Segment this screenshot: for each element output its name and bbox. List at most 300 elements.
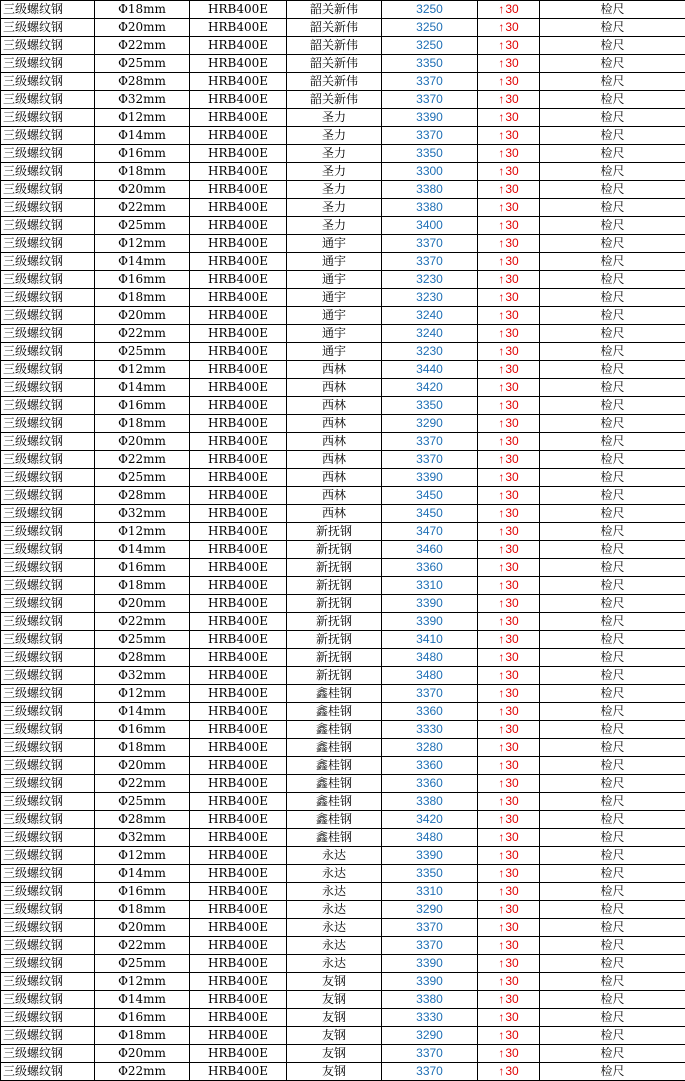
grade-cell: HRB400E bbox=[190, 577, 287, 595]
spec-cell: Φ22mm bbox=[95, 775, 190, 793]
weighing-cell: 检尺 bbox=[540, 811, 685, 829]
mill-cell: 韶关新伟 bbox=[287, 73, 382, 91]
change-value: 30 bbox=[505, 956, 519, 970]
table-row bbox=[1, 577, 685, 595]
change-cell bbox=[478, 793, 540, 811]
grade-cell: HRB400E bbox=[190, 883, 287, 901]
change-cell bbox=[478, 289, 540, 307]
spec-cell: Φ22mm bbox=[95, 199, 190, 217]
product-cell: 三级螺纹钢 bbox=[1, 1009, 95, 1027]
change-value: 30 bbox=[505, 596, 519, 610]
grade-cell: HRB400E bbox=[190, 415, 287, 433]
change-value: 30 bbox=[505, 614, 519, 628]
change-value: 30 bbox=[505, 272, 519, 286]
up-arrow-icon: ↑ bbox=[498, 1028, 505, 1042]
change-cell bbox=[478, 469, 540, 487]
spec-cell: Φ12mm bbox=[95, 109, 190, 127]
mill-cell: 西林 bbox=[287, 379, 382, 397]
price-cell: 3230 bbox=[382, 343, 478, 361]
product-cell: 三级螺纹钢 bbox=[1, 649, 95, 667]
product-cell: 三级螺纹钢 bbox=[1, 1045, 95, 1063]
product-cell: 三级螺纹钢 bbox=[1, 361, 95, 379]
weighing-cell: 检尺 bbox=[540, 667, 685, 685]
price-cell: 3390 bbox=[382, 109, 478, 127]
change-value: 30 bbox=[505, 254, 519, 268]
table-row bbox=[1, 775, 685, 793]
change-value: 30 bbox=[505, 380, 519, 394]
price-cell: 3370 bbox=[382, 73, 478, 91]
grade-cell: HRB400E bbox=[190, 613, 287, 631]
mill-cell: 西林 bbox=[287, 505, 382, 523]
up-arrow-icon: ↑ bbox=[498, 452, 505, 466]
mill-cell: 鑫桂钢 bbox=[287, 829, 382, 847]
up-arrow-icon: ↑ bbox=[498, 668, 505, 682]
product-cell: 三级螺纹钢 bbox=[1, 901, 95, 919]
up-arrow-icon: ↑ bbox=[498, 524, 505, 538]
spec-cell: Φ14mm bbox=[95, 253, 190, 271]
up-arrow-icon: ↑ bbox=[498, 488, 505, 502]
price-cell: 3240 bbox=[382, 307, 478, 325]
price-cell: 3290 bbox=[382, 901, 478, 919]
product-cell: 三级螺纹钢 bbox=[1, 469, 95, 487]
table-row bbox=[1, 397, 685, 415]
up-arrow-icon: ↑ bbox=[498, 848, 505, 862]
table-row bbox=[1, 289, 685, 307]
product-cell: 三级螺纹钢 bbox=[1, 1027, 95, 1045]
grade-cell: HRB400E bbox=[190, 1063, 287, 1081]
grade-cell: HRB400E bbox=[190, 163, 287, 181]
product-cell: 三级螺纹钢 bbox=[1, 667, 95, 685]
up-arrow-icon: ↑ bbox=[498, 722, 505, 736]
price-cell: 3370 bbox=[382, 235, 478, 253]
product-cell: 三级螺纹钢 bbox=[1, 721, 95, 739]
spec-cell: Φ14mm bbox=[95, 541, 190, 559]
weighing-cell: 检尺 bbox=[540, 379, 685, 397]
change-cell bbox=[478, 433, 540, 451]
change-cell bbox=[478, 829, 540, 847]
weighing-cell: 检尺 bbox=[540, 469, 685, 487]
product-cell: 三级螺纹钢 bbox=[1, 757, 95, 775]
product-cell: 三级螺纹钢 bbox=[1, 523, 95, 541]
price-cell: 3370 bbox=[382, 1063, 478, 1081]
spec-cell: Φ16mm bbox=[95, 397, 190, 415]
grade-cell: HRB400E bbox=[190, 109, 287, 127]
price-cell: 3370 bbox=[382, 91, 478, 109]
up-arrow-icon: ↑ bbox=[498, 578, 505, 592]
grade-cell: HRB400E bbox=[190, 217, 287, 235]
table-row bbox=[1, 433, 685, 451]
spec-cell: Φ20mm bbox=[95, 181, 190, 199]
spec-cell: Φ32mm bbox=[95, 91, 190, 109]
price-cell: 3390 bbox=[382, 595, 478, 613]
change-cell bbox=[478, 523, 540, 541]
mill-cell: 新抚钢 bbox=[287, 523, 382, 541]
grade-cell: HRB400E bbox=[190, 757, 287, 775]
product-cell: 三级螺纹钢 bbox=[1, 55, 95, 73]
change-cell bbox=[478, 613, 540, 631]
price-cell: 3230 bbox=[382, 289, 478, 307]
price-cell: 3400 bbox=[382, 217, 478, 235]
product-cell: 三级螺纹钢 bbox=[1, 955, 95, 973]
mill-cell: 韶关新伟 bbox=[287, 91, 382, 109]
up-arrow-icon: ↑ bbox=[498, 20, 505, 34]
mill-cell: 友钢 bbox=[287, 1009, 382, 1027]
up-arrow-icon: ↑ bbox=[498, 38, 505, 52]
weighing-cell: 检尺 bbox=[540, 415, 685, 433]
mill-cell: 通宇 bbox=[287, 343, 382, 361]
grade-cell: HRB400E bbox=[190, 559, 287, 577]
change-cell bbox=[478, 631, 540, 649]
spec-cell: Φ22mm bbox=[95, 451, 190, 469]
mill-cell: 通宇 bbox=[287, 307, 382, 325]
product-cell: 三级螺纹钢 bbox=[1, 19, 95, 37]
table-row bbox=[1, 253, 685, 271]
product-cell: 三级螺纹钢 bbox=[1, 199, 95, 217]
product-cell: 三级螺纹钢 bbox=[1, 433, 95, 451]
up-arrow-icon: ↑ bbox=[498, 326, 505, 340]
grade-cell: HRB400E bbox=[190, 793, 287, 811]
change-value: 30 bbox=[505, 218, 519, 232]
price-cell: 3410 bbox=[382, 631, 478, 649]
mill-cell: 新抚钢 bbox=[287, 613, 382, 631]
change-value: 30 bbox=[505, 326, 519, 340]
table-row bbox=[1, 649, 685, 667]
weighing-cell: 检尺 bbox=[540, 991, 685, 1009]
change-cell bbox=[478, 109, 540, 127]
spec-cell: Φ14mm bbox=[95, 379, 190, 397]
mill-cell: 新抚钢 bbox=[287, 595, 382, 613]
mill-cell: 西林 bbox=[287, 433, 382, 451]
mill-cell: 韶关新伟 bbox=[287, 37, 382, 55]
change-value: 30 bbox=[505, 686, 519, 700]
up-arrow-icon: ↑ bbox=[498, 974, 505, 988]
price-cell: 3350 bbox=[382, 397, 478, 415]
up-arrow-icon: ↑ bbox=[498, 164, 505, 178]
change-value: 30 bbox=[505, 38, 519, 52]
weighing-cell: 检尺 bbox=[540, 397, 685, 415]
product-cell: 三级螺纹钢 bbox=[1, 127, 95, 145]
grade-cell: HRB400E bbox=[190, 739, 287, 757]
up-arrow-icon: ↑ bbox=[498, 506, 505, 520]
price-cell: 3360 bbox=[382, 703, 478, 721]
table-row bbox=[1, 991, 685, 1009]
change-value: 30 bbox=[505, 74, 519, 88]
spec-cell: Φ12mm bbox=[95, 847, 190, 865]
product-cell: 三级螺纹钢 bbox=[1, 307, 95, 325]
spec-cell: Φ22mm bbox=[95, 1063, 190, 1081]
price-cell: 3390 bbox=[382, 847, 478, 865]
weighing-cell: 检尺 bbox=[540, 307, 685, 325]
change-cell bbox=[478, 955, 540, 973]
change-value: 30 bbox=[505, 848, 519, 862]
grade-cell: HRB400E bbox=[190, 541, 287, 559]
product-cell: 三级螺纹钢 bbox=[1, 793, 95, 811]
mill-cell: 永达 bbox=[287, 865, 382, 883]
change-value: 30 bbox=[505, 398, 519, 412]
product-cell: 三级螺纹钢 bbox=[1, 415, 95, 433]
mill-cell: 西林 bbox=[287, 361, 382, 379]
change-value: 30 bbox=[505, 542, 519, 556]
product-cell: 三级螺纹钢 bbox=[1, 631, 95, 649]
weighing-cell: 检尺 bbox=[540, 325, 685, 343]
price-cell: 3330 bbox=[382, 1009, 478, 1027]
mill-cell: 永达 bbox=[287, 955, 382, 973]
change-cell bbox=[478, 847, 540, 865]
table-row bbox=[1, 73, 685, 91]
up-arrow-icon: ↑ bbox=[498, 1010, 505, 1024]
mill-cell: 西林 bbox=[287, 487, 382, 505]
spec-cell: Φ16mm bbox=[95, 1009, 190, 1027]
table-row bbox=[1, 613, 685, 631]
change-cell bbox=[478, 19, 540, 37]
weighing-cell: 检尺 bbox=[540, 55, 685, 73]
price-cell: 3240 bbox=[382, 325, 478, 343]
change-value: 30 bbox=[505, 128, 519, 142]
up-arrow-icon: ↑ bbox=[498, 686, 505, 700]
table-row bbox=[1, 955, 685, 973]
up-arrow-icon: ↑ bbox=[498, 128, 505, 142]
table-row bbox=[1, 415, 685, 433]
product-cell: 三级螺纹钢 bbox=[1, 1063, 95, 1081]
grade-cell: HRB400E bbox=[190, 325, 287, 343]
price-cell: 3370 bbox=[382, 937, 478, 955]
spec-cell: Φ25mm bbox=[95, 469, 190, 487]
weighing-cell: 检尺 bbox=[540, 937, 685, 955]
spec-cell: Φ20mm bbox=[95, 19, 190, 37]
grade-cell: HRB400E bbox=[190, 649, 287, 667]
product-cell: 三级螺纹钢 bbox=[1, 613, 95, 631]
up-arrow-icon: ↑ bbox=[498, 398, 505, 412]
grade-cell: HRB400E bbox=[190, 253, 287, 271]
mill-cell: 新抚钢 bbox=[287, 541, 382, 559]
spec-cell: Φ16mm bbox=[95, 271, 190, 289]
mill-cell: 永达 bbox=[287, 847, 382, 865]
change-cell bbox=[478, 505, 540, 523]
up-arrow-icon: ↑ bbox=[498, 884, 505, 898]
mill-cell: 通宇 bbox=[287, 271, 382, 289]
weighing-cell: 检尺 bbox=[540, 1, 685, 19]
table-row bbox=[1, 883, 685, 901]
grade-cell: HRB400E bbox=[190, 487, 287, 505]
product-cell: 三级螺纹钢 bbox=[1, 973, 95, 991]
table-row bbox=[1, 631, 685, 649]
grade-cell: HRB400E bbox=[190, 127, 287, 145]
spec-cell: Φ14mm bbox=[95, 991, 190, 1009]
table-row bbox=[1, 739, 685, 757]
product-cell: 三级螺纹钢 bbox=[1, 37, 95, 55]
table-row bbox=[1, 559, 685, 577]
product-cell: 三级螺纹钢 bbox=[1, 865, 95, 883]
up-arrow-icon: ↑ bbox=[498, 182, 505, 196]
product-cell: 三级螺纹钢 bbox=[1, 595, 95, 613]
grade-cell: HRB400E bbox=[190, 829, 287, 847]
mill-cell: 鑫桂钢 bbox=[287, 811, 382, 829]
grade-cell: HRB400E bbox=[190, 73, 287, 91]
change-value: 30 bbox=[505, 794, 519, 808]
up-arrow-icon: ↑ bbox=[498, 56, 505, 70]
up-arrow-icon: ↑ bbox=[498, 308, 505, 322]
product-cell: 三级螺纹钢 bbox=[1, 847, 95, 865]
price-cell: 3250 bbox=[382, 1, 478, 19]
price-cell: 3460 bbox=[382, 541, 478, 559]
up-arrow-icon: ↑ bbox=[498, 2, 505, 16]
mill-cell: 韶关新伟 bbox=[287, 19, 382, 37]
price-cell: 3390 bbox=[382, 469, 478, 487]
weighing-cell: 检尺 bbox=[540, 19, 685, 37]
table-row bbox=[1, 217, 685, 235]
up-arrow-icon: ↑ bbox=[498, 146, 505, 160]
weighing-cell: 检尺 bbox=[540, 523, 685, 541]
price-cell: 3330 bbox=[382, 721, 478, 739]
spec-cell: Φ16mm bbox=[95, 721, 190, 739]
product-cell: 三级螺纹钢 bbox=[1, 271, 95, 289]
spec-cell: Φ22mm bbox=[95, 37, 190, 55]
spec-cell: Φ25mm bbox=[95, 343, 190, 361]
table-row bbox=[1, 487, 685, 505]
table-row bbox=[1, 37, 685, 55]
up-arrow-icon: ↑ bbox=[498, 434, 505, 448]
mill-cell: 永达 bbox=[287, 901, 382, 919]
table-row bbox=[1, 703, 685, 721]
up-arrow-icon: ↑ bbox=[498, 938, 505, 952]
change-value: 30 bbox=[505, 992, 519, 1006]
spec-cell: Φ12mm bbox=[95, 523, 190, 541]
change-cell bbox=[478, 397, 540, 415]
change-cell bbox=[478, 199, 540, 217]
grade-cell: HRB400E bbox=[190, 1009, 287, 1027]
price-cell: 3480 bbox=[382, 829, 478, 847]
mill-cell: 圣力 bbox=[287, 163, 382, 181]
product-cell: 三级螺纹钢 bbox=[1, 685, 95, 703]
grade-cell: HRB400E bbox=[190, 721, 287, 739]
price-cell: 3380 bbox=[382, 199, 478, 217]
product-cell: 三级螺纹钢 bbox=[1, 145, 95, 163]
change-cell bbox=[478, 541, 540, 559]
mill-cell: 新抚钢 bbox=[287, 649, 382, 667]
change-cell bbox=[478, 1, 540, 19]
change-value: 30 bbox=[505, 704, 519, 718]
grade-cell: HRB400E bbox=[190, 469, 287, 487]
spec-cell: Φ18mm bbox=[95, 901, 190, 919]
weighing-cell: 检尺 bbox=[540, 739, 685, 757]
spec-cell: Φ25mm bbox=[95, 955, 190, 973]
product-cell: 三级螺纹钢 bbox=[1, 919, 95, 937]
change-cell bbox=[478, 361, 540, 379]
product-cell: 三级螺纹钢 bbox=[1, 91, 95, 109]
price-cell: 3360 bbox=[382, 757, 478, 775]
price-cell: 3450 bbox=[382, 505, 478, 523]
spec-cell: Φ28mm bbox=[95, 649, 190, 667]
weighing-cell: 检尺 bbox=[540, 847, 685, 865]
change-value: 30 bbox=[505, 470, 519, 484]
change-value: 30 bbox=[505, 902, 519, 916]
grade-cell: HRB400E bbox=[190, 937, 287, 955]
weighing-cell: 检尺 bbox=[540, 613, 685, 631]
table-row bbox=[1, 271, 685, 289]
change-cell bbox=[478, 883, 540, 901]
price-cell: 3250 bbox=[382, 37, 478, 55]
spec-cell: Φ22mm bbox=[95, 937, 190, 955]
weighing-cell: 检尺 bbox=[540, 127, 685, 145]
change-value: 30 bbox=[505, 1010, 519, 1024]
change-value: 30 bbox=[505, 830, 519, 844]
change-cell bbox=[478, 451, 540, 469]
change-cell bbox=[478, 703, 540, 721]
spec-cell: Φ20mm bbox=[95, 433, 190, 451]
change-cell bbox=[478, 415, 540, 433]
grade-cell: HRB400E bbox=[190, 811, 287, 829]
price-cell: 3360 bbox=[382, 775, 478, 793]
spec-cell: Φ16mm bbox=[95, 145, 190, 163]
product-cell: 三级螺纹钢 bbox=[1, 991, 95, 1009]
up-arrow-icon: ↑ bbox=[498, 650, 505, 664]
change-value: 30 bbox=[505, 1028, 519, 1042]
grade-cell: HRB400E bbox=[190, 271, 287, 289]
up-arrow-icon: ↑ bbox=[498, 758, 505, 772]
change-value: 30 bbox=[505, 632, 519, 646]
change-cell bbox=[478, 577, 540, 595]
price-cell: 3250 bbox=[382, 19, 478, 37]
mill-cell: 鑫桂钢 bbox=[287, 703, 382, 721]
weighing-cell: 检尺 bbox=[540, 793, 685, 811]
change-value: 30 bbox=[505, 236, 519, 250]
grade-cell: HRB400E bbox=[190, 955, 287, 973]
price-cell: 3360 bbox=[382, 559, 478, 577]
change-value: 30 bbox=[505, 200, 519, 214]
change-cell bbox=[478, 1009, 540, 1027]
product-cell: 三级螺纹钢 bbox=[1, 505, 95, 523]
change-value: 30 bbox=[505, 344, 519, 358]
change-cell bbox=[478, 919, 540, 937]
weighing-cell: 检尺 bbox=[540, 775, 685, 793]
change-value: 30 bbox=[505, 938, 519, 952]
price-cell: 3350 bbox=[382, 865, 478, 883]
table-row bbox=[1, 1027, 685, 1045]
change-cell bbox=[478, 1027, 540, 1045]
table-row bbox=[1, 757, 685, 775]
weighing-cell: 检尺 bbox=[540, 631, 685, 649]
spec-cell: Φ28mm bbox=[95, 73, 190, 91]
weighing-cell: 检尺 bbox=[540, 541, 685, 559]
up-arrow-icon: ↑ bbox=[498, 92, 505, 106]
grade-cell: HRB400E bbox=[190, 919, 287, 937]
weighing-cell: 检尺 bbox=[540, 577, 685, 595]
price-cell: 3420 bbox=[382, 811, 478, 829]
up-arrow-icon: ↑ bbox=[498, 830, 505, 844]
change-cell bbox=[478, 235, 540, 253]
table-row bbox=[1, 667, 685, 685]
mill-cell: 西林 bbox=[287, 451, 382, 469]
change-cell bbox=[478, 595, 540, 613]
weighing-cell: 检尺 bbox=[540, 1009, 685, 1027]
mill-cell: 韶关新伟 bbox=[287, 1, 382, 19]
spec-cell: Φ14mm bbox=[95, 865, 190, 883]
up-arrow-icon: ↑ bbox=[498, 560, 505, 574]
mill-cell: 圣力 bbox=[287, 109, 382, 127]
up-arrow-icon: ↑ bbox=[498, 866, 505, 880]
mill-cell: 通宇 bbox=[287, 253, 382, 271]
table-row bbox=[1, 127, 685, 145]
change-value: 30 bbox=[505, 884, 519, 898]
weighing-cell: 检尺 bbox=[540, 721, 685, 739]
weighing-cell: 检尺 bbox=[540, 433, 685, 451]
weighing-cell: 检尺 bbox=[540, 505, 685, 523]
up-arrow-icon: ↑ bbox=[498, 776, 505, 790]
weighing-cell: 检尺 bbox=[540, 217, 685, 235]
change-value: 30 bbox=[505, 110, 519, 124]
weighing-cell: 检尺 bbox=[540, 181, 685, 199]
change-cell bbox=[478, 343, 540, 361]
